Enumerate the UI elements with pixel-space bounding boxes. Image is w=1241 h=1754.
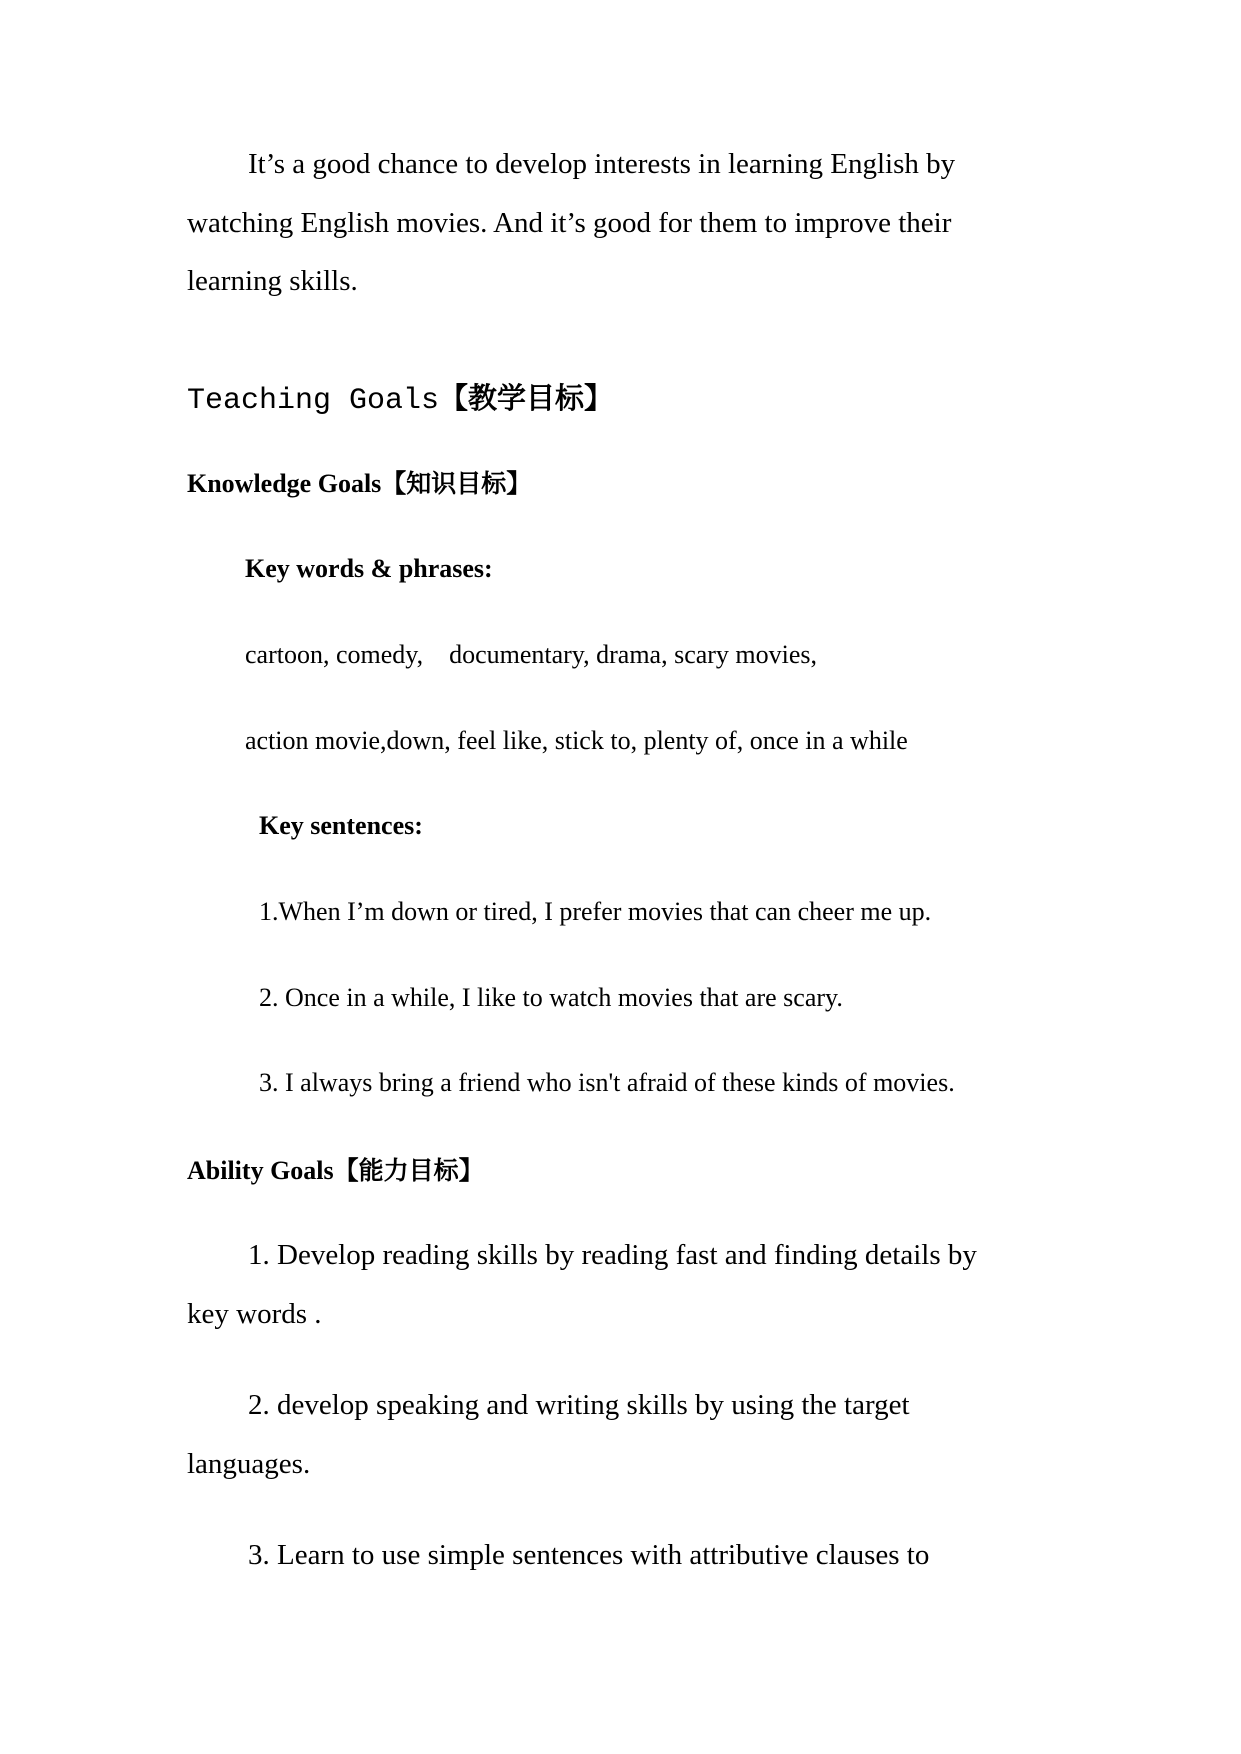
teaching-goals-label: Teaching Goals [187,384,440,418]
ability-item-2-line-2: languages. [187,1448,311,1480]
teaching-goals-heading [187,380,613,419]
intro-line-1: It’s a good chance to develop interests in learning English by [248,148,956,180]
intro-line-3: learning skills. [187,265,358,297]
key-words-heading: Key words & phrases: [245,554,493,583]
ability-goals-cjk: 【能力目标】 [333,1156,484,1185]
key-sentence-2: 2. Once in a while, I like to watch movies that are scary. [259,983,843,1012]
intro-line-2: watching English movies. And it’s good for them to improve their [187,207,952,239]
key-sentence-3: 3. I always bring a friend who isn't afraid of these kinds of movies. [259,1068,955,1097]
ability-item-2-line-1: 2. develop speaking and writing skills by using the target [248,1389,910,1421]
ability-item-1-line-2: key words . [187,1298,322,1330]
key-sentence-1: 1.When I’m down or tired, I prefer movies that can cheer me up. [259,897,932,926]
key-words-line-2: action movie,down, feel like, stick to, plenty of, once in a while [245,726,908,755]
ability-item-3-line-1: 3. Learn to use simple sentences with attributive clauses to [248,1539,930,1571]
teaching-goals-cjk: 【教学目标】 [439,381,614,415]
knowledge-goals-heading [187,465,531,502]
knowledge-goals-cjk: 【知识目标】 [381,469,532,498]
ability-goals-heading [187,1152,484,1189]
ability-item-1-line-1: 1. Develop reading skills by reading fast and finding details by [248,1239,977,1271]
ability-goals-label: Ability Goals [187,1156,334,1185]
key-words-line-1: cartoon, comedy, documentary, drama, scary movies, [245,640,818,669]
key-sentences-heading: Key sentences: [259,811,423,840]
knowledge-goals-label: Knowledge Goals [187,469,382,498]
